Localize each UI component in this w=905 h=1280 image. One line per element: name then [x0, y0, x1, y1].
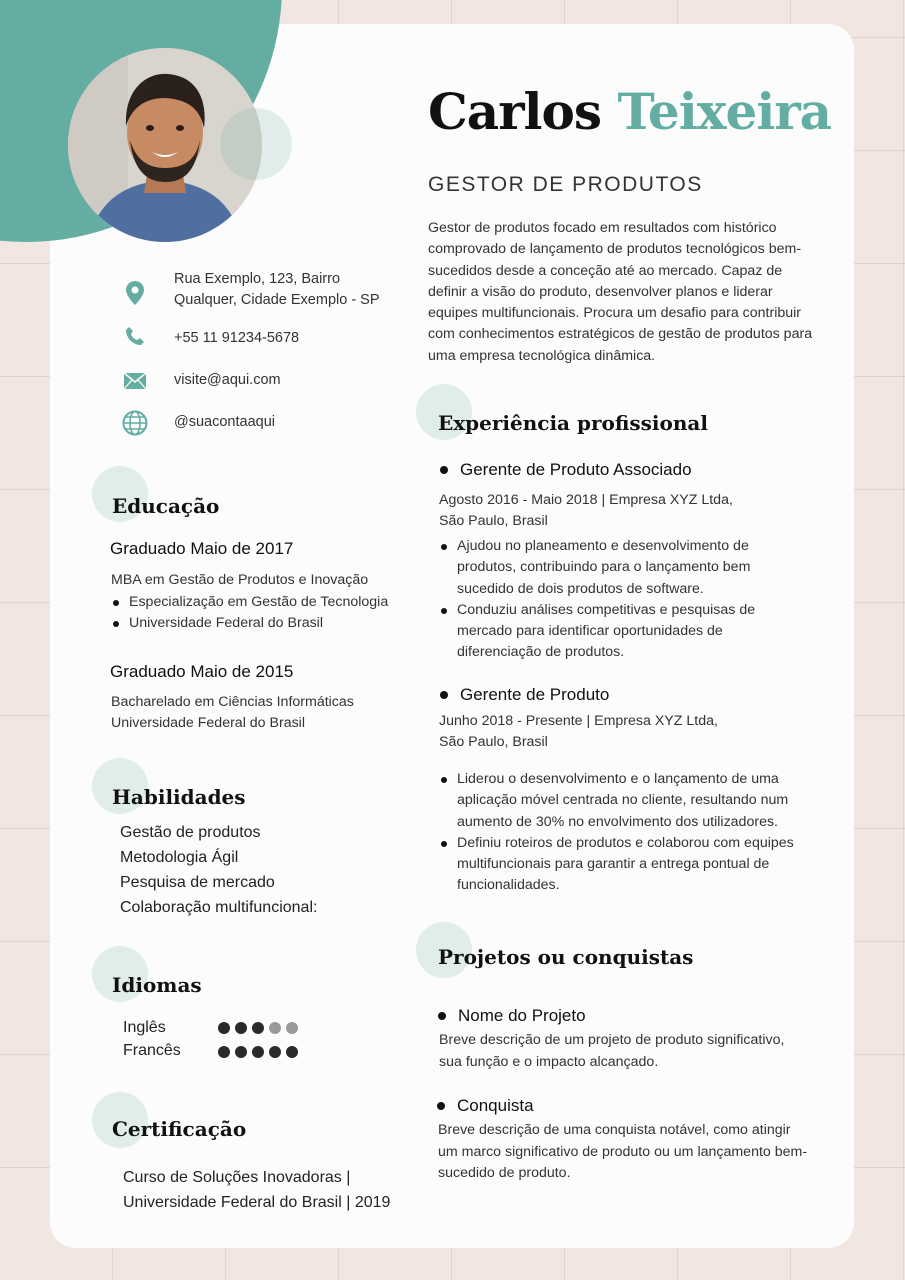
- education-heading: Graduado Maio de 2017: [110, 539, 294, 558]
- list-item: Definiu roteiros de produtos e colaborou com equipes multifuncionais para garantir a entrega pontual de funcionalidades.: [439, 833, 809, 897]
- location-pin-icon: [120, 269, 150, 295]
- contact-phone: [120, 326, 300, 352]
- phone-number: +55 11 91234-5678: [174, 330, 300, 346]
- email-address: visite@aqui.com: [174, 372, 281, 388]
- level-dot: [252, 1022, 264, 1034]
- job-title-text: Gerente de Produto: [460, 685, 610, 704]
- project-title-text: Nome do Projeto: [458, 1006, 586, 1025]
- address-line-1: Rua Exemplo, 123, Bairro: [174, 271, 341, 287]
- skill-item: Pesquisa de mercado: [120, 874, 275, 891]
- job-role: GESTOR DE PRODUTOS: [428, 173, 703, 196]
- contact-social: [120, 410, 275, 436]
- job-meta: Junho 2018 - Presente | Empresa XYZ Ltda,: [439, 713, 718, 729]
- languages-title: Idiomas: [112, 973, 202, 997]
- education-title: Educação: [112, 494, 220, 518]
- contact-address: [120, 269, 380, 308]
- project-title: [437, 1096, 534, 1116]
- phone-icon: [120, 326, 150, 352]
- bullet-dot: [438, 1012, 446, 1020]
- level-dot: [286, 1022, 298, 1034]
- bullet-dot: [440, 466, 448, 474]
- level-dot: [235, 1046, 247, 1058]
- education-line: MBA em Gestão de Produtos e Inovação: [111, 572, 369, 588]
- list-item: Ajudou no planeamento e desenvolvimento de produtos, contribuindo para o lançamento bem sucedido de dois produtos de software.: [439, 536, 799, 600]
- job-meta: Agosto 2016 - Maio 2018 | Empresa XYZ Ltda,: [439, 492, 733, 508]
- project-description: Breve descrição de uma conquista notável, como atingir um marco significativo de produto ou um lançamento bem-sucedido de produto.: [438, 1122, 808, 1181]
- list-item: Universidade Federal do Brasil: [111, 613, 388, 634]
- level-dot: [269, 1046, 281, 1058]
- level-dot: [218, 1046, 230, 1058]
- first-name: Carlos: [428, 82, 602, 141]
- experience-title: Experiência profissional: [438, 411, 708, 435]
- level-dot: [269, 1022, 281, 1034]
- job-title: [440, 685, 609, 705]
- social-handle: @suacontaaqui: [174, 414, 275, 430]
- education-line: Bacharelado em Ciências Informáticas: [111, 694, 354, 710]
- project-description: Breve descrição de um projeto de produto significativo, sua função e o impacto alcançado.: [439, 1032, 785, 1070]
- language-name: Francês: [123, 1042, 181, 1059]
- education-line: Universidade Federal do Brasil: [111, 715, 305, 731]
- skill-item: Metodologia Ágil: [120, 849, 239, 866]
- language-level-dots: [218, 1022, 298, 1034]
- skill-item: Gestão de produtos: [120, 824, 261, 841]
- job-meta: São Paulo, Brasil: [439, 513, 548, 529]
- job-title-text: Gerente de Produto Associado: [460, 460, 692, 479]
- language-level-dots: [218, 1046, 298, 1058]
- language-name: Inglês: [123, 1019, 166, 1036]
- level-dot: [235, 1022, 247, 1034]
- job-title: [440, 460, 692, 480]
- skill-item: Colaboração multifuncional:: [120, 899, 318, 916]
- job-bullets: [439, 769, 809, 897]
- last-name: Teixeira: [617, 82, 832, 141]
- skills-title: Habilidades: [112, 785, 246, 809]
- list-item: Especialização em Gestão de Tecnologia: [111, 592, 388, 613]
- bullet-dot: [437, 1102, 445, 1110]
- project-title-text: Conquista: [457, 1096, 534, 1115]
- mail-icon: [120, 370, 150, 396]
- certification-title: Certificação: [112, 1117, 247, 1141]
- full-name: [428, 82, 831, 141]
- list-item: Liderou o desenvolvimento e o lançamento de uma aplicação móvel centrada no cliente, resultando num aumento de 30% no envolvimento dos utilizadores.: [439, 769, 809, 833]
- bullet-dot: [440, 691, 448, 699]
- list-item: Conduziu análises competitivas e pesquisas de mercado para identificar oportunidades de diferenciação de produtos.: [439, 600, 799, 664]
- project-title: [438, 1006, 586, 1026]
- level-dot: [218, 1022, 230, 1034]
- decorative-circle: [220, 108, 292, 180]
- certification-line: Universidade Federal do Brasil | 2019: [123, 1194, 391, 1211]
- contact-email: [120, 370, 281, 396]
- education-bullets: [111, 592, 388, 635]
- education-heading: Graduado Maio de 2015: [110, 662, 294, 681]
- address-line-2: Qualquer, Cidade Exemplo - SP: [174, 292, 380, 308]
- projects-title: Projetos ou conquistas: [438, 945, 694, 969]
- certification-line: Curso de Soluções Inovadoras |: [123, 1169, 351, 1186]
- job-meta: São Paulo, Brasil: [439, 734, 548, 750]
- level-dot: [252, 1046, 264, 1058]
- profile-summary: Gestor de produtos focado em resultados com histórico comprovado de lançamento de produtos tecnológicos bem-sucedidos desde a conceção até ao mercado. Capaz de definir a visão do produto, desenvolver planos e liderar equipes multifuncionais. Procura um desafio para contribuir com conhecimentos estratégicos de gestão de produtos para uma empresa tecnológica dinâmica.: [428, 220, 813, 364]
- globe-icon: [120, 410, 150, 436]
- job-bullets: [439, 536, 799, 664]
- level-dot: [286, 1046, 298, 1058]
